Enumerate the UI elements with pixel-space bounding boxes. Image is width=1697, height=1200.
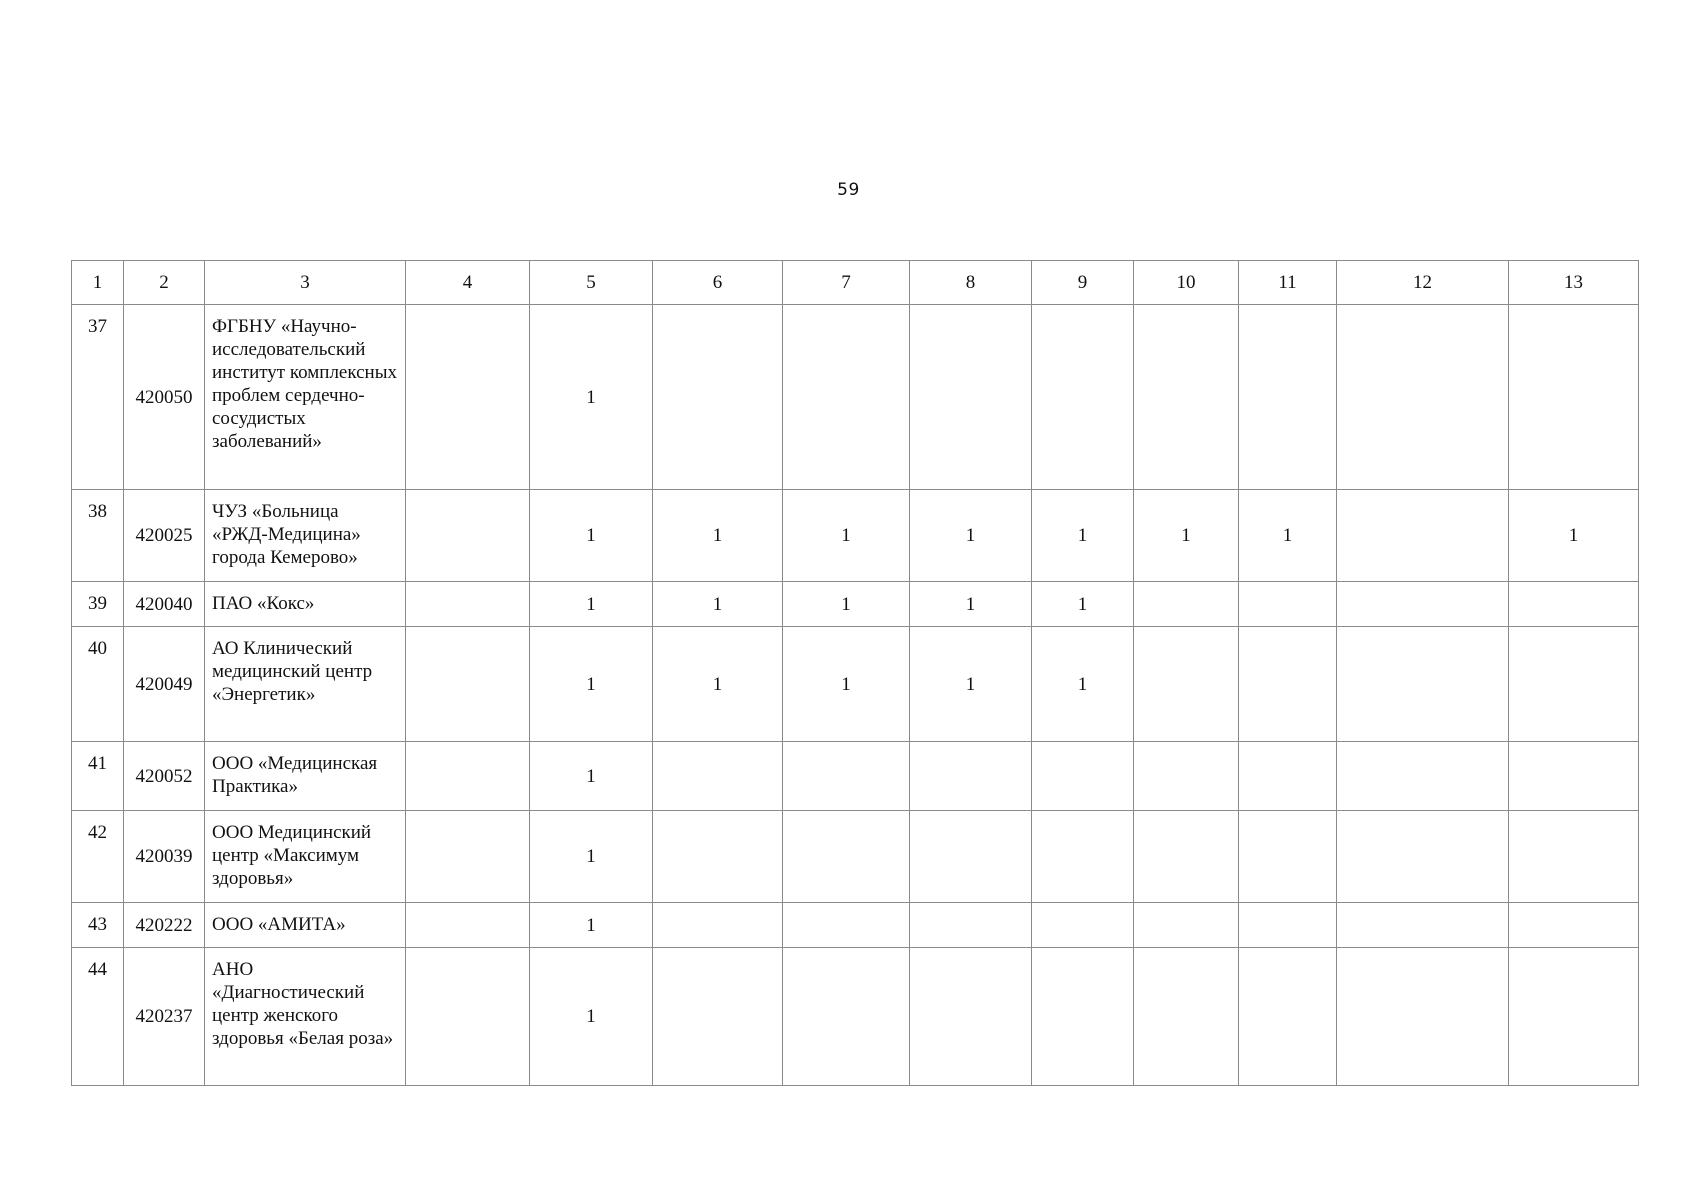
row-cell: 1 [653,490,783,582]
header-cell: 5 [530,261,653,305]
row-cell [1239,903,1337,948]
row-cell [783,811,910,903]
row-code: 420040 [124,582,205,627]
row-number: 44 [72,948,124,1086]
header-cell: 1 [72,261,124,305]
header-cell: 12 [1337,261,1509,305]
row-organization-name: ООО «Медицинская Практика» [205,742,406,811]
row-organization-name: ООО «АМИТА» [205,903,406,948]
row-cell [910,903,1032,948]
row-cell [653,811,783,903]
row-cell: 1 [530,903,653,948]
row-number: 41 [72,742,124,811]
row-cell [1134,948,1239,1086]
row-organization-name: АО Клинический медицинский центр «Энергетик» [205,627,406,742]
row-cell: 1 [783,490,910,582]
row-code: 420222 [124,903,205,948]
row-cell [1337,811,1509,903]
row-cell [1032,811,1134,903]
row-cell [1239,582,1337,627]
row-cell: 1 [1239,490,1337,582]
row-cell [1134,627,1239,742]
row-code: 420025 [124,490,205,582]
header-cell: 7 [783,261,910,305]
row-cell [1032,305,1134,490]
table-row [72,490,1639,582]
row-organization-name: АНО «Диагностический центр женского здоровья «Белая роза» [205,948,406,1086]
row-number: 40 [72,627,124,742]
row-cell [1239,742,1337,811]
row-cell [1337,582,1509,627]
header-cell: 13 [1509,261,1639,305]
row-cell [1337,627,1509,742]
row-cell [1032,742,1134,811]
table-row [72,903,1639,948]
row-cell: 1 [530,742,653,811]
row-cell: 1 [1032,490,1134,582]
row-cell [910,742,1032,811]
table-header-row [72,261,1639,305]
row-cell [1509,742,1639,811]
row-cell [406,903,530,948]
row-cell: 1 [783,582,910,627]
row-cell: 1 [530,948,653,1086]
row-cell [1134,903,1239,948]
row-number: 37 [72,305,124,490]
row-cell [910,811,1032,903]
row-cell: 1 [530,627,653,742]
row-code: 420052 [124,742,205,811]
row-cell [406,811,530,903]
row-cell [1134,742,1239,811]
row-cell: 1 [1134,490,1239,582]
row-cell [406,582,530,627]
table-row [72,811,1639,903]
row-cell: 1 [530,582,653,627]
row-number: 42 [72,811,124,903]
row-cell [653,948,783,1086]
row-cell [653,305,783,490]
page-number: 59 [837,180,860,200]
header-cell: 9 [1032,261,1134,305]
row-cell [653,742,783,811]
table-row [72,627,1639,742]
header-cell: 8 [910,261,1032,305]
row-cell [1337,903,1509,948]
row-cell [1337,742,1509,811]
row-cell [406,948,530,1086]
row-cell [1134,305,1239,490]
row-cell [783,948,910,1086]
row-cell [783,742,910,811]
header-cell: 11 [1239,261,1337,305]
row-code: 420039 [124,811,205,903]
row-code: 420237 [124,948,205,1086]
header-cell: 10 [1134,261,1239,305]
row-cell [406,627,530,742]
row-organization-name: ЧУЗ «Больница «РЖД-Медицина» города Кемерово» [205,490,406,582]
row-organization-name: ПАО «Кокс» [205,582,406,627]
row-cell: 1 [910,582,1032,627]
table-row [72,742,1639,811]
row-cell [1239,811,1337,903]
row-cell [1509,582,1639,627]
table-row [72,305,1639,490]
row-cell [1337,948,1509,1086]
row-cell [406,490,530,582]
header-cell: 3 [205,261,406,305]
row-cell [406,742,530,811]
data-table [71,260,1639,1086]
header-cell: 2 [124,261,205,305]
row-cell: 1 [530,811,653,903]
row-cell [1509,948,1639,1086]
row-cell [783,903,910,948]
row-cell [1239,305,1337,490]
row-cell [1239,627,1337,742]
row-cell [910,948,1032,1086]
row-cell [1134,811,1239,903]
row-cell [1509,305,1639,490]
row-cell: 1 [1509,490,1639,582]
row-cell [1032,903,1134,948]
row-cell: 1 [1032,582,1134,627]
row-cell [783,305,910,490]
row-organization-name: ФГБНУ «Научно-исследовательский институт комплексных проблем сердечно-сосудистых заболеваний» [205,305,406,490]
row-cell: 1 [653,627,783,742]
row-cell [1239,948,1337,1086]
row-organization-name: ООО Медицинский центр «Максимум здоровья» [205,811,406,903]
row-cell [653,903,783,948]
row-cell: 1 [783,627,910,742]
table-row [72,582,1639,627]
row-number: 39 [72,582,124,627]
row-cell [1337,305,1509,490]
row-code: 420049 [124,627,205,742]
header-cell: 6 [653,261,783,305]
row-cell [1509,903,1639,948]
row-number: 38 [72,490,124,582]
row-cell [1134,582,1239,627]
row-cell: 1 [530,305,653,490]
row-cell [1509,627,1639,742]
table-row [72,948,1639,1086]
row-cell: 1 [530,490,653,582]
row-cell [1337,490,1509,582]
row-cell: 1 [910,627,1032,742]
row-number: 43 [72,903,124,948]
row-cell [406,305,530,490]
row-cell [1032,948,1134,1086]
row-cell: 1 [910,490,1032,582]
row-cell [1509,811,1639,903]
row-cell: 1 [653,582,783,627]
header-cell: 4 [406,261,530,305]
row-cell [910,305,1032,490]
row-code: 420050 [124,305,205,490]
row-cell: 1 [1032,627,1134,742]
